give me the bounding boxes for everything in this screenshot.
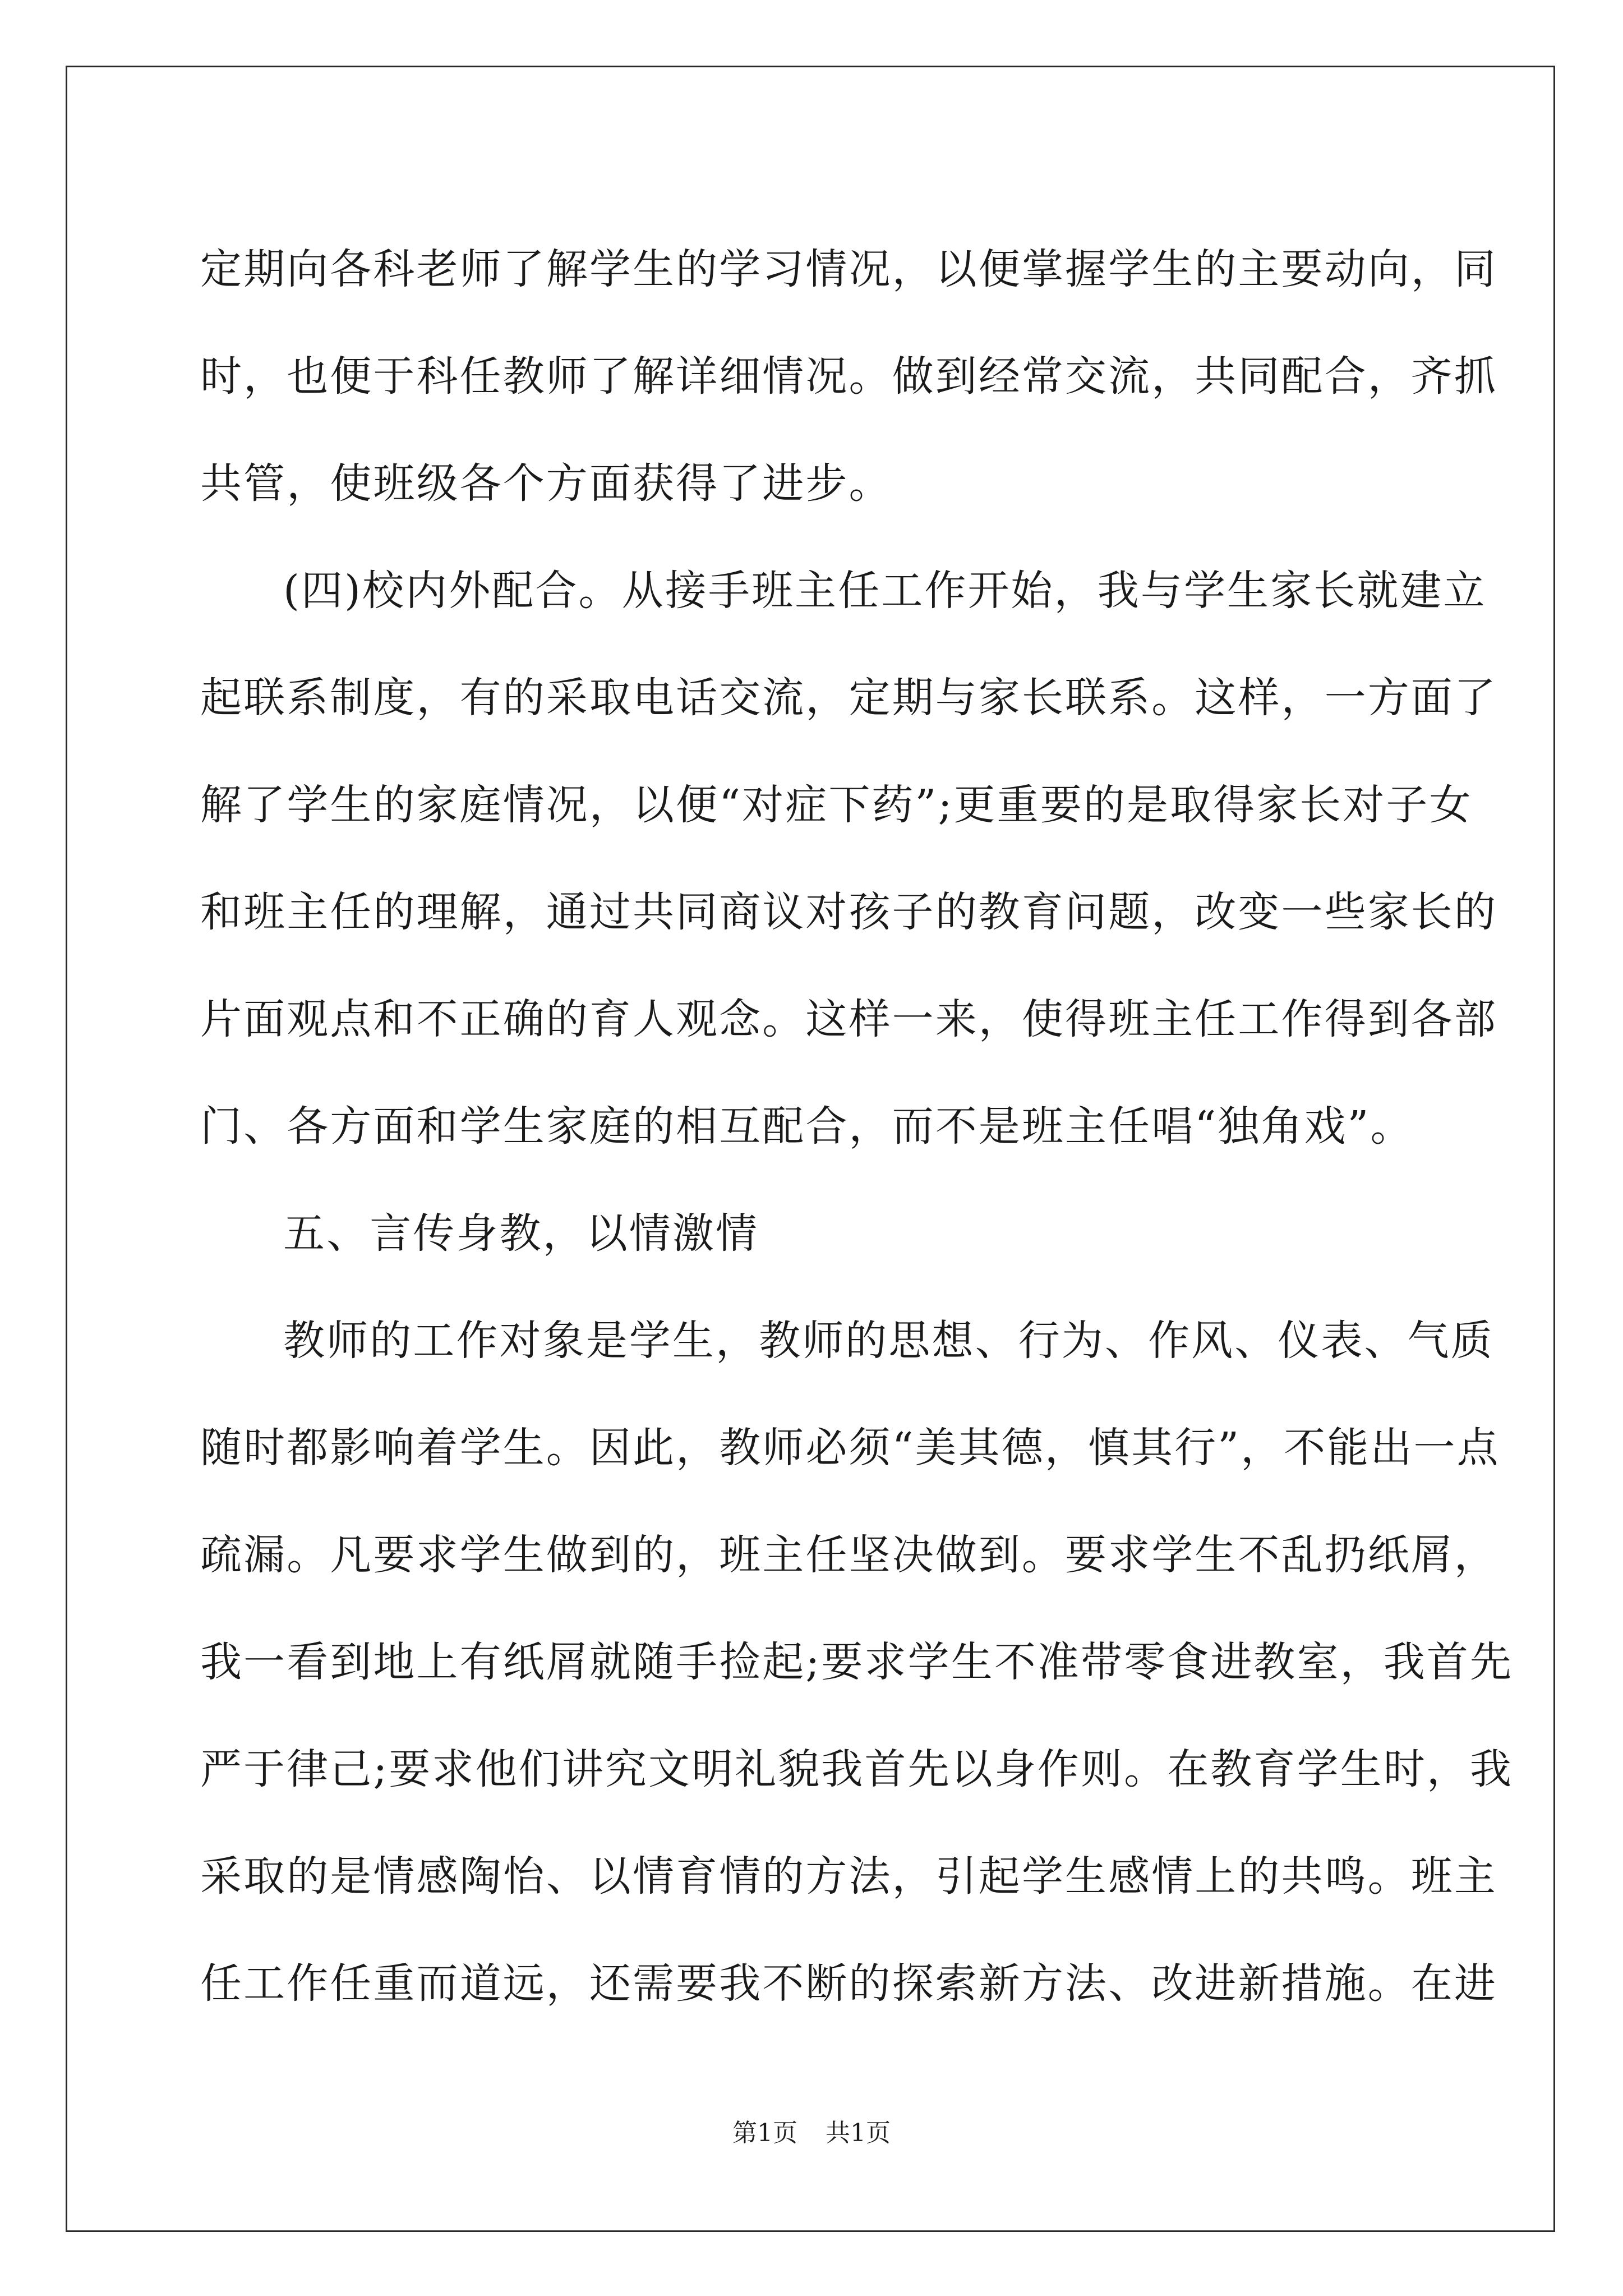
text-line: 共管，使班级各个方面获得了进步。 <box>200 459 892 508</box>
document-body <box>200 216 1514 2037</box>
section-heading: 五、言传身教，以情激情 <box>283 1209 759 1258</box>
text-line: 任工作任重而道远，还需要我不断的探索新方法、改进新措施。在进 <box>200 1959 1497 2008</box>
text-line: 片面观点和不正确的育人观念。这样一来，使得班主任工作得到各部 <box>200 995 1497 1043</box>
text-line: 定期向各科老师了解学生的学习情况，以便掌握学生的主要动向，同 <box>200 245 1497 293</box>
text-line: 起联系制度，有的采取电话交流，定期与家长联系。这样，一方面了 <box>200 674 1497 722</box>
page-total: 共1页 <box>826 2119 891 2147</box>
text-line: 和班主任的理解，通过共同商议对孩子的教育问题，改变一些家长的 <box>200 888 1497 936</box>
text-line: 时，也便于科任教师了解详细情况。做到经常交流，共同配合，齐抓 <box>200 352 1497 401</box>
text-line: 严于律己;要求他们讲究文明礼貌我首先以身作则。在教育学生时，我 <box>200 1745 1514 1793</box>
text-line: 随时都影响着学生。因此，教师必须“美其德，慎其行”，不能出一点 <box>200 1424 1500 1472</box>
text-line: 教师的工作对象是学生，教师的思想、行为、作风、仪表、气质 <box>283 1317 1494 1365</box>
text-line: 疏漏。凡要求学生做到的，班主任坚决做到。要求学生不乱扔纸屑， <box>200 1531 1497 1579</box>
page-footer <box>0 2116 1623 2150</box>
text-line: 门、各方面和学生家庭的相互配合，而不是班主任唱“独角戏”。 <box>200 1102 1414 1151</box>
text-line: 我一看到地上有纸屑就随手捡起;要求学生不准带零食进教室，我首先 <box>200 1638 1514 1686</box>
page-number: 第1页 <box>732 2119 797 2147</box>
text-line: 采取的是情感陶怡、以情育情的方法，引起学生感情上的共鸣。班主 <box>200 1852 1497 1901</box>
text-line: 解了学生的家庭情况，以便“对症下药”;更重要的是取得家长对子女 <box>200 781 1473 829</box>
text-line: (四)校内外配合。从接手班主任工作开始，我与学生家长就建立 <box>283 567 1487 615</box>
